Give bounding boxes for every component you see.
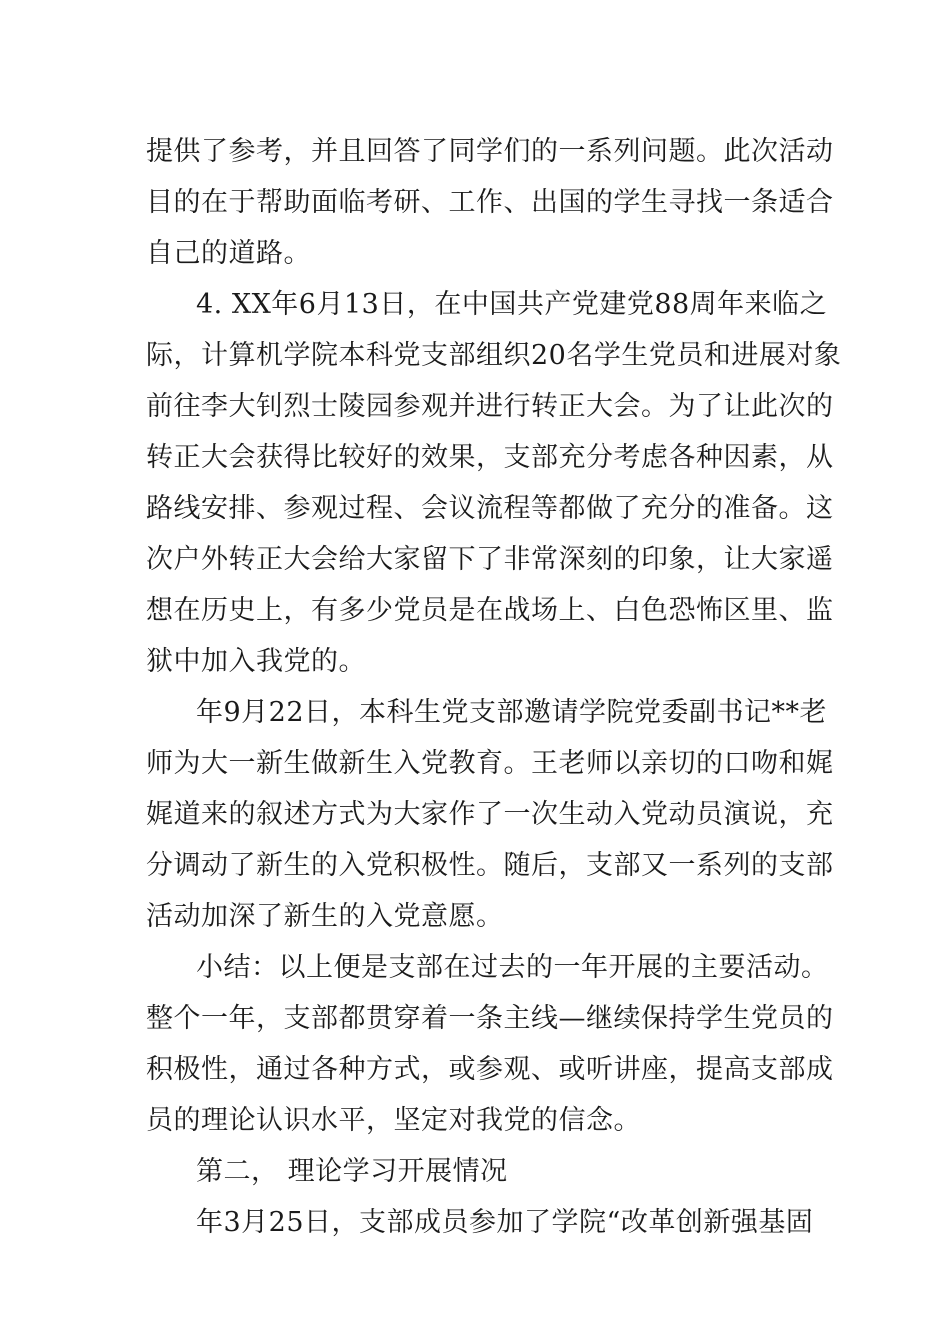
paragraph-line: 前往李大钊烈士陵园参观并进行转正大会。为了让此次的 [146, 391, 834, 422]
paragraph-line: 际，计算机学院本科党支部组织20名学生党员和进展对象 [146, 340, 842, 371]
paragraph-line: 年3月25日，支部成员参加了学院“改革创新强基固 [196, 1207, 814, 1238]
paragraph-line: 次户外转正大会给大家留下了非常深刻的印象，让大家遥 [146, 544, 834, 575]
paragraph-line: 自己的道路。 [146, 238, 311, 269]
paragraph-line: 小结：以上便是支部在过去的一年开展的主要活动。 [196, 952, 829, 983]
paragraph-line: 分调动了新生的入党积极性。随后，支部又一系列的支部 [146, 850, 834, 881]
paragraph-line: 整个一年，支部都贯穿着一条主线—继续保持学生党员的 [146, 1003, 834, 1034]
paragraph-line: 师为大一新生做新生入党教育。王老师以亲切的口吻和娓 [146, 748, 834, 779]
section-heading: 第二， 理论学习开展情况 [196, 1156, 508, 1187]
paragraph-line: 路线安排、参观过程、会议流程等都做了充分的准备。这 [146, 493, 834, 524]
paragraph-line: 积极性，通过各种方式，或参观、或听讲座，提高支部成 [146, 1054, 834, 1085]
paragraph-line: 娓道来的叙述方式为大家作了一次生动入党动员演说，充 [146, 799, 834, 830]
paragraph-line: 想在历史上，有多少党员是在战场上、白色恐怖区里、监 [146, 595, 834, 626]
paragraph-line: 目的在于帮助面临考研、工作、出国的学生寻找一条适合 [146, 187, 834, 218]
paragraph-line: 转正大会获得比较好的效果，支部充分考虑各种因素，从 [146, 442, 834, 473]
paragraph-line: 年9月22日，本科生党支部邀请学院党委副书记**老 [196, 697, 828, 728]
paragraph-line: 提供了参考，并且回答了同学们的一系列问题。此次活动 [146, 136, 834, 167]
paragraph-line: 4. XX年6月13日，在中国共产党建党88周年来临之 [196, 289, 828, 320]
paragraph-line: 员的理论认识水平，坚定对我党的信念。 [146, 1105, 641, 1136]
paragraph-line: 活动加深了新生的入党意愿。 [146, 901, 504, 932]
paragraph-line: 狱中加入我党的。 [146, 646, 366, 677]
